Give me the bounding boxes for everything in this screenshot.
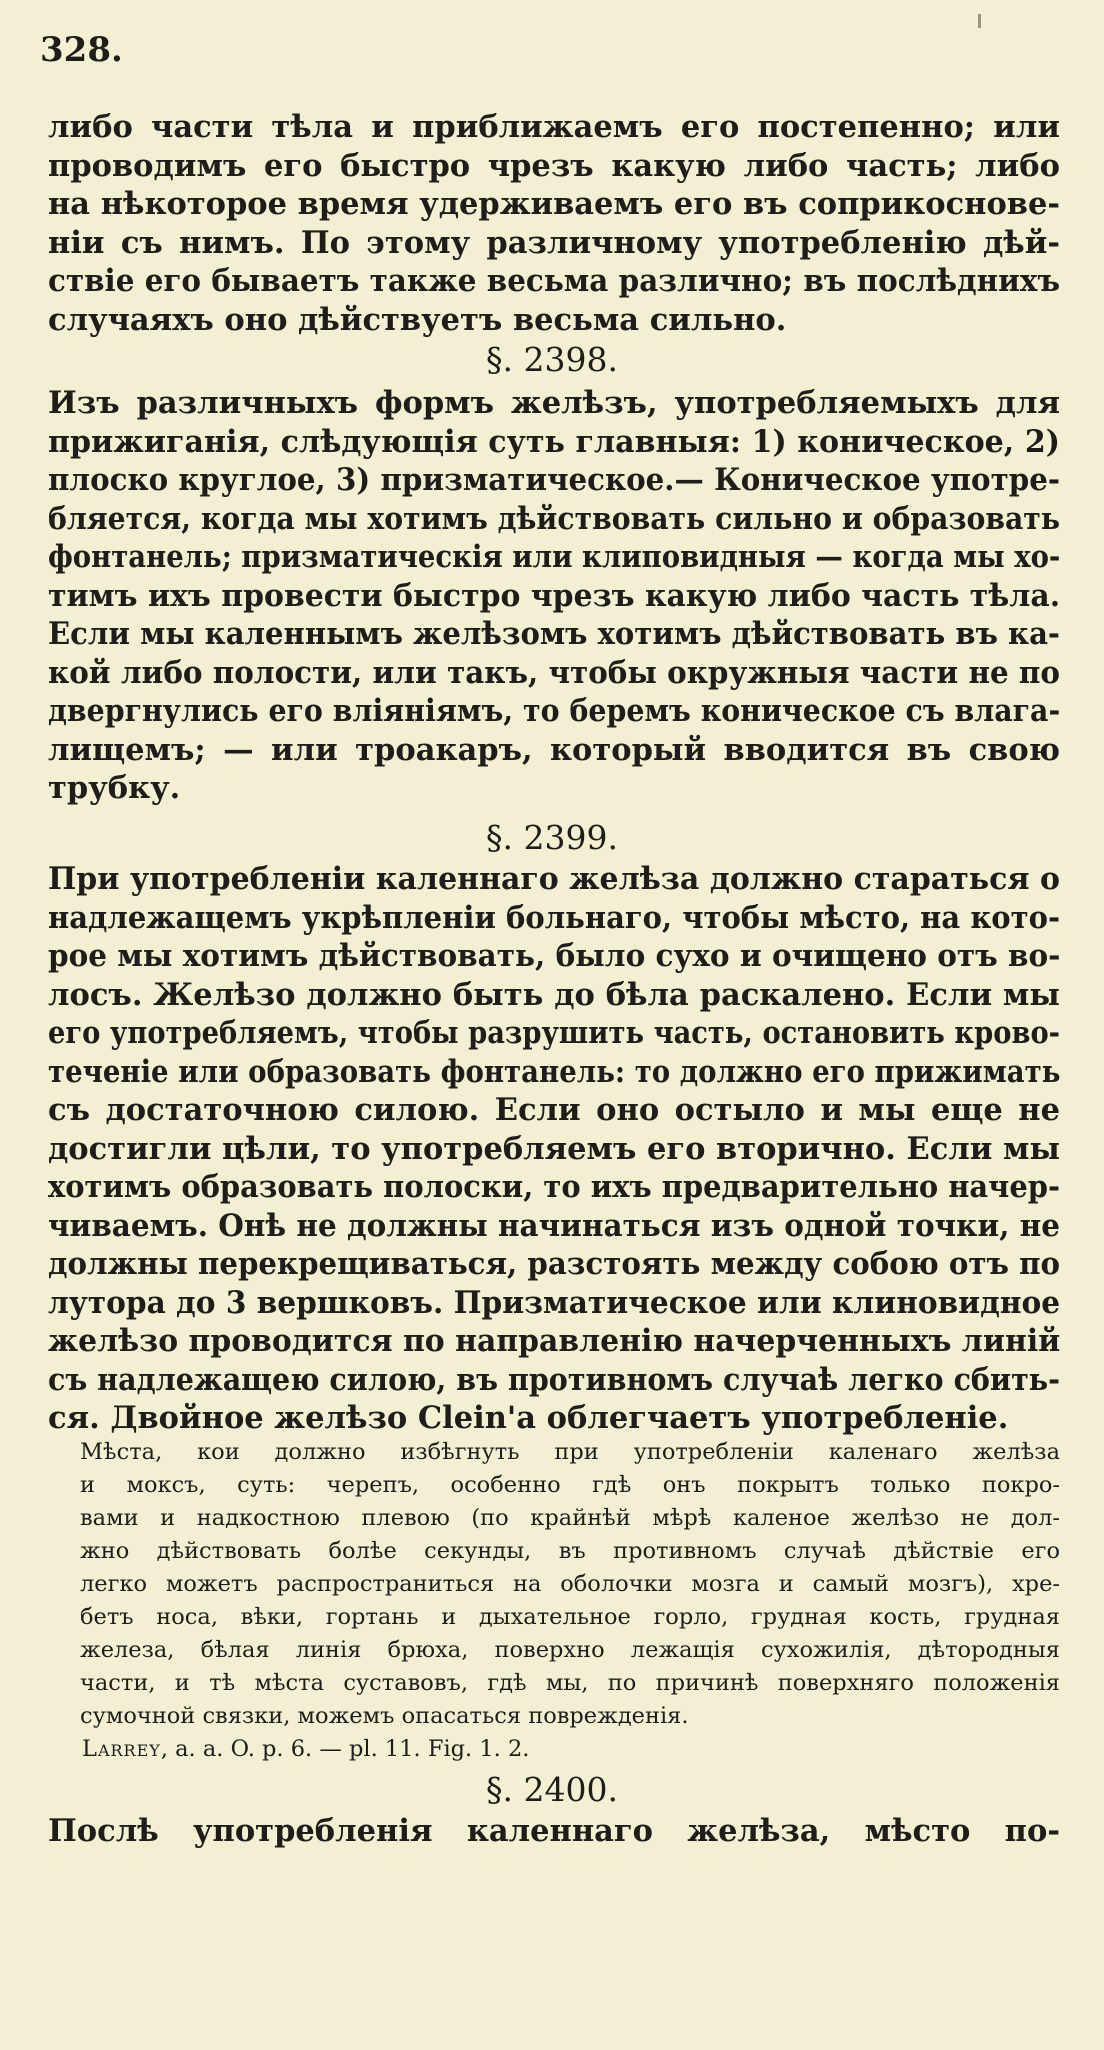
paragraph-2399-line: теченіе или образовать фонтанель: то должно его прижимать	[48, 1053, 1061, 1090]
paragraph-2399-line: желѣзо проводится по направленію начерченныхъ линій	[48, 1323, 1061, 1359]
paragraph-continuation-line: либо части тѣла и приближаемъ его постепенно; или	[48, 109, 1060, 145]
scan-mark	[978, 14, 981, 28]
reference-text: , a. a. O. p. 6. — pl. 11. Fig. 1. 2.	[160, 1736, 530, 1762]
paragraph-2398-line: бляется, когда мы хотимъ дѣйствовать сильно и образовать	[48, 500, 1060, 537]
footnote-line: сумочной связки, можемъ опасаться поврежденія.	[80, 1703, 689, 1729]
section-heading-2398: §. 2398.	[486, 340, 618, 379]
paragraph-2398-line: фонтанель; призматическія или клиповидныя — когда мы хо-	[48, 539, 1061, 575]
paragraph-2398-line: тимъ ихъ провести быстро чрезъ какую либо часть тѣла.	[48, 577, 1061, 614]
footnote-block	[80, 1436, 1060, 1733]
paragraph-2399-line: лосъ. Желѣзо должно быть до бѣла раскалено. Если мы	[48, 976, 1060, 1013]
paragraph-2398-line: кой либо полости, или такъ, чтобы окружныя части не по	[48, 654, 1060, 691]
paragraph-2398-line: Изъ различныхъ формъ желѣзъ, употребляемыхъ для	[48, 385, 1060, 421]
section-heading-2400: §. 2400.	[486, 1770, 618, 1809]
footnote-line: и моксъ, суть: черепъ, особенно гдѣ онъ покрытъ только покро-	[80, 1472, 1060, 1498]
paragraph-2399-line: съ достаточною силою. Если оно остыло и мы еще не	[48, 1092, 1060, 1128]
paragraph-2399	[48, 860, 1060, 1438]
paragraph-2399-line: должны перекрещиваться, разстоять между собою отъ по	[48, 1246, 1060, 1282]
paragraph-continuation	[48, 108, 1060, 339]
paragraph-2399-line: чиваемъ. Онѣ не должны начинаться изъ одной точки, не	[48, 1207, 1060, 1244]
paragraph-continuation-line: проводимъ его быстро чрезъ какую либо часть; либо	[48, 147, 1060, 184]
reference-author: Larrey	[82, 1736, 161, 1762]
paragraph-2398-line: лищемъ; — или троакаръ, который вводится въ свою	[48, 731, 1060, 768]
paragraph-2398-line: Если мы каленнымъ желѣзомъ хотимъ дѣйствовать въ ка-	[48, 616, 1060, 652]
paragraph-2399-line: надлежащемъ укрѣпленіи больнаго, чтобы мѣсто, на кото-	[48, 899, 1060, 936]
paragraph-2400-line: Послѣ употребленія каленнаго желѣза, мѣсто по-	[48, 1813, 1060, 1849]
paragraph-continuation-line: ствіе его бываетъ также весьма различно; въ послѣднихъ	[48, 263, 1060, 299]
section-heading-2399: §. 2399.	[486, 818, 618, 857]
paragraph-2399-line: лутора до 3 вершковъ. Призматическое или клиновидное	[48, 1284, 1061, 1321]
paragraph-2400	[48, 1812, 1060, 1851]
paragraph-continuation-line: случаяхъ оно дѣйствуетъ весьма сильно.	[48, 301, 787, 338]
paragraph-2398-line: плоско круглое, 3) призматическое.— Коническое употре-	[48, 462, 1060, 498]
footnote-line: Мѣста, кои должно избѣгнуть при употребленіи каленаго желѣза	[80, 1439, 1060, 1465]
paragraph-2398-line: трубку.	[48, 770, 181, 806]
paragraph-2399-line: При употребленіи каленнаго желѣза должно стараться о	[48, 861, 1060, 897]
footnote-line: железа, бѣлая линія брюха, поверхно лежащія сухожилія, дѣтородныя	[80, 1637, 1060, 1663]
paragraph-2398-line: прижиганія, слѣдующія суть главныя: 1) коническое, 2)	[48, 423, 1060, 460]
reference-line	[82, 1733, 529, 1766]
paragraph-2399-line: рое мы хотимъ дѣйствовать, было сухо и очищено отъ во-	[48, 938, 1061, 974]
paragraph-2399-line: съ надлежащею силою, въ противномъ случаѣ легко сбить-	[48, 1361, 1060, 1398]
footnote-line: части, и тѣ мѣста суставовъ, гдѣ мы, по причинѣ поверхняго положенія	[80, 1670, 1060, 1696]
footnote-line: жно дѣйствовать болѣе секунды, въ противномъ случаѣ дѣйствіе его	[80, 1538, 1060, 1564]
paragraph-continuation-line: ніи съ нимъ. По этому различному употребленію дѣй-	[48, 224, 1060, 261]
footnote-line: легко можетъ распространиться на оболочки мозга и самый мозгъ), хре-	[80, 1571, 1060, 1597]
paragraph-2399-line: его употребляемъ, чтобы разрушить часть, остановить крово-	[48, 1015, 1060, 1051]
page-number: 328.	[40, 30, 123, 70]
paragraph-2399-line: хотимъ образовать полоски, то ихъ предварительно начер-	[48, 1169, 1060, 1205]
paragraph-2399-line: достигли цѣли, то употребляемъ его вторично. Если мы	[48, 1130, 1060, 1167]
paragraph-2398-line: двергнулись его вліяніямъ, то беремъ коническое съ влага-	[48, 693, 1061, 729]
footnote-line: бетъ носа, вѣки, гортань и дыхательное горло, грудная кость, грудная	[80, 1604, 1060, 1630]
footnote-line: вами и надкостною плевою (по крайнѣй мѣрѣ каленое желѣзо не дол-	[80, 1505, 1060, 1531]
paragraph-continuation-line: на нѣкоторое время удерживаемъ его въ соприкоснове-	[48, 186, 1060, 222]
paragraph-2399-line: ся. Двойное желѣзо Clein'a облегчаетъ употребленіе.	[48, 1400, 1009, 1436]
paragraph-2398	[48, 384, 1060, 808]
